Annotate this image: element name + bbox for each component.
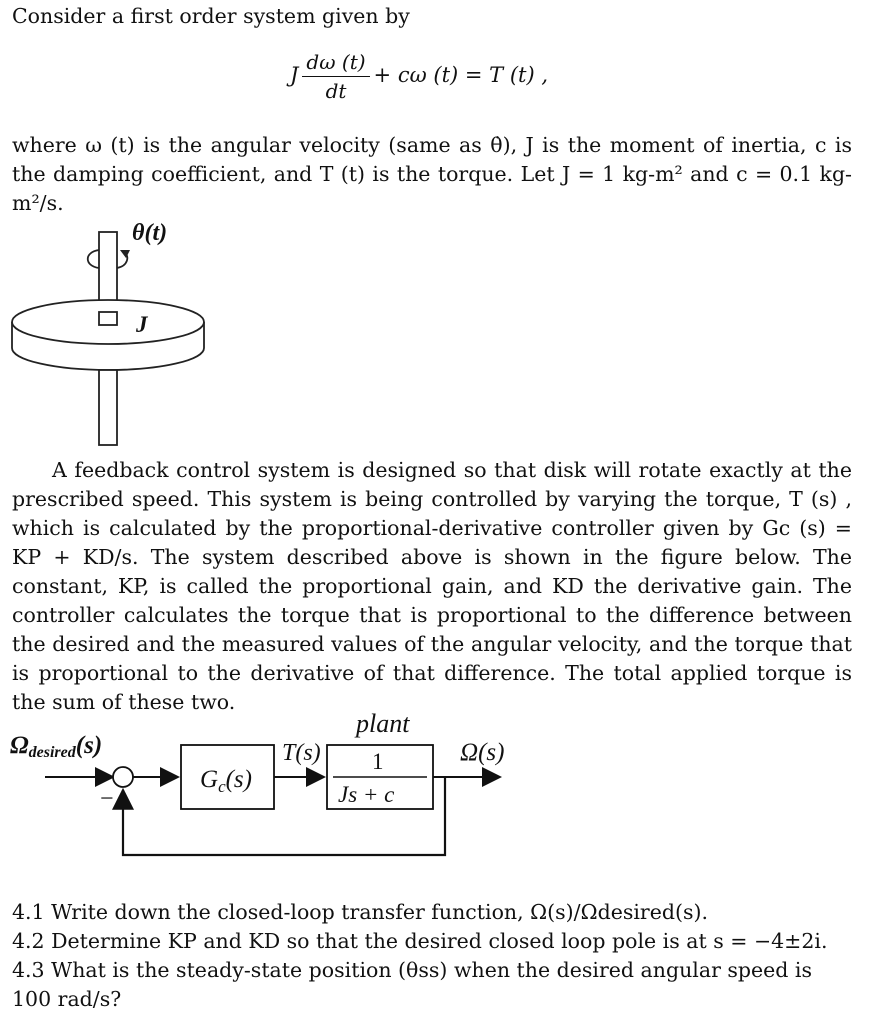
equation-denominator: dt <box>325 79 347 103</box>
question-4-3: 4.3 What is the steady-state position (θss) when the desired angular speed is 100 rad/s? <box>12 958 813 1011</box>
input-label: Ωdesired(s) <box>10 732 103 761</box>
plant-numerator: 1 <box>372 749 384 774</box>
equation-coefficient: J <box>290 63 299 87</box>
question-4-2: 4.2 Determine KP and KD so that the desired closed loop pole is at s = −4±2i. <box>12 929 828 953</box>
questions-list <box>12 898 852 1014</box>
inertia-label: J <box>136 312 148 337</box>
plant-title: plant <box>356 709 410 738</box>
rotation-arrowhead-icon <box>120 250 130 258</box>
lower-shaft <box>99 370 117 445</box>
plant-denominator: Js + c <box>338 782 395 807</box>
question-4-1: 4.1 Write down the closed-loop transfer function, Ω(s)/Ωdesired(s). <box>12 900 708 924</box>
block-diagram <box>0 705 560 865</box>
rotating-disk-figure <box>0 210 230 450</box>
minus-sign: − <box>100 786 114 812</box>
torque-label: T(s) <box>282 740 321 766</box>
definition-paragraph: where ω (t) is the angular velocity (same as θ̇), J is the moment of inertia, c is the damping coefficient, and T (t) is the torque. Let J = 1 kg-m² and c = 0.1 kg-m²/s. <box>12 133 852 215</box>
controller-label: $G_c(s)$ <box>200 766 252 796</box>
equation-derivative-fraction <box>302 50 369 103</box>
rotation-arrow-left <box>88 250 99 268</box>
system-equation <box>290 50 548 103</box>
shaft-top-stub <box>99 312 117 325</box>
output-label: Ω(s) <box>460 739 505 766</box>
intro-text: Consider a first order system given by <box>12 4 410 28</box>
controller-paragraph: A feedback control system is designed so that disk will rotate exactly at the prescribed speed. This system is being controlled by varying the torque, T (s) , which is calculated by the proportional-derivative controller given by Gc (s) = KP + KD/s. The system described above is shown in the figure below. The constant, KP, is called the proportional gain, and KD the derivative gain. The controller calculates the torque that is proportional to the difference between the desired and the measured values of the angular velocity, and the torque that is proportional to the derivative of that difference. The total applied torque is the sum of these two. <box>12 458 852 714</box>
angle-label: θ(t) <box>132 220 168 246</box>
equation-rest: + cω (t) = T (t) , <box>373 63 549 87</box>
summing-junction <box>113 767 133 787</box>
equation-numerator: dω (t) <box>302 50 369 77</box>
